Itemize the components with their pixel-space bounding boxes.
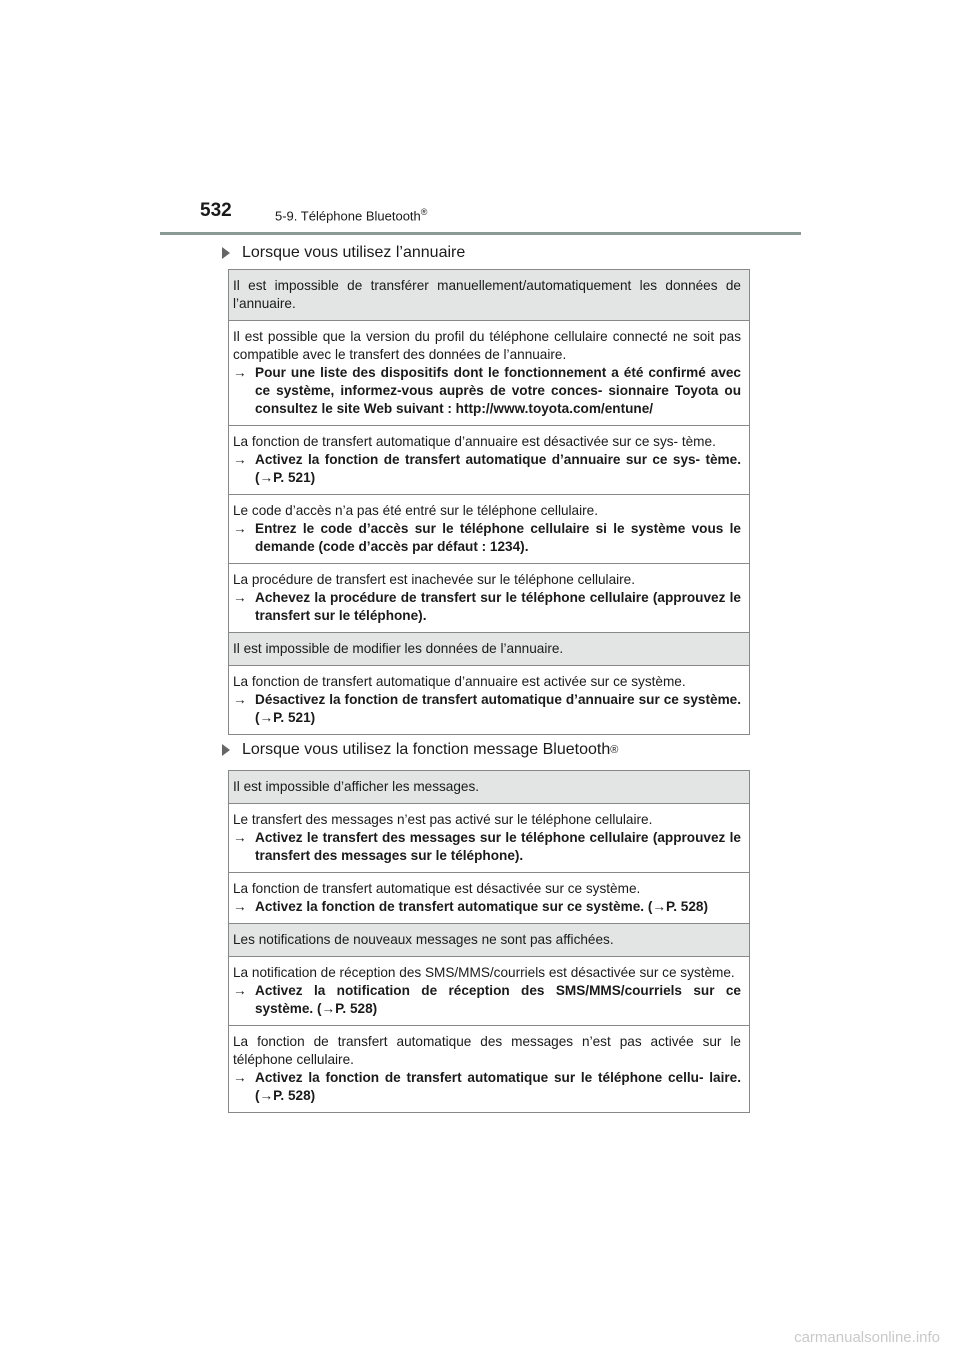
cause-row: [229, 1026, 749, 1112]
remedy: [233, 520, 741, 556]
symptom-row: [229, 924, 749, 957]
arrow-right-icon: →: [233, 899, 247, 914]
cause-text: Le code d’accès n’a pas été entré sur le téléphone cellulaire.: [233, 503, 599, 518]
remedy-text: Achevez la procédure de transfert sur le téléphone cellulaire (approuvez le transfert sur le téléphone).: [255, 590, 741, 623]
cause-text: La fonction de transfert automatique d’annuaire est désactivée sur ce sys- tème.: [233, 434, 716, 449]
cause-row: [229, 564, 749, 633]
symptom-row: [229, 633, 749, 666]
remedy: [233, 1069, 741, 1105]
cause-text: La notification de réception des SMS/MMS/courriels est désactivée sur ce système.: [233, 965, 735, 980]
troubleshooting-table-annuaire: [228, 269, 750, 735]
cause-text: La fonction de transfert automatique des messages n’est pas activée sur le téléphone cellulaire.: [233, 1034, 741, 1067]
cause-text: La fonction de transfert automatique est désactivée sur ce système.: [233, 881, 641, 896]
symptom-row: [229, 270, 749, 321]
triangle-bullet-icon: [222, 744, 230, 756]
cause-row: [229, 957, 749, 1026]
arrow-right-icon: →: [233, 983, 247, 998]
page-number: 532: [200, 200, 232, 221]
arrow-right-icon: →: [233, 1070, 247, 1085]
remedy-text: Pour une liste des dispositifs dont le fonctionnement a été confirmé avec ce système, informez-vous auprès de votre conces- sionnaire Toyota ou consultez le site Web suivant : http://www.toyota.com/entune/: [255, 365, 741, 416]
remedy: [233, 691, 741, 727]
remedy-text: Entrez le code d’accès sur le téléphone cellulaire si le système vous le demande (code d’accès par défaut : 1234).: [255, 521, 741, 554]
remedy-text: Activez la notification de réception des SMS/MMS/courriels sur ce système. (→P. 528): [255, 983, 741, 1016]
section-title: [275, 207, 427, 223]
remedy-text: Activez la fonction de transfert automatique d’annuaire sur ce sys- tème. (→P. 521): [255, 452, 741, 485]
cause-row: [229, 426, 749, 495]
cause-text: La fonction de transfert automatique d’annuaire est activée sur ce système.: [233, 674, 686, 689]
cause-row: [229, 873, 749, 924]
arrow-right-icon: →: [233, 521, 247, 536]
section-title-text: 5-9. Téléphone Bluetooth: [275, 208, 421, 224]
arrow-right-icon: →: [233, 830, 247, 845]
registered-mark: ®: [420, 207, 428, 217]
heading-text: Lorsque vous utilisez la fonction message Bluetooth: [242, 741, 611, 758]
heading-text: Lorsque vous utilisez l’annuaire: [242, 244, 466, 261]
remedy-text: Activez la fonction de transfert automatique sur le téléphone cellu- laire. (→P. 528): [255, 1070, 741, 1103]
remedy-text: Activez le transfert des messages sur le téléphone cellulaire (approuvez le transfert des messages sur le téléphone).: [255, 830, 741, 863]
cause-text: Le transfert des messages n’est pas activé sur le téléphone cellulaire.: [233, 812, 653, 827]
remedy-text: Désactivez la fonction de transfert automatique d’annuaire sur ce système. (→P. 521): [255, 692, 741, 725]
arrow-right-icon: →: [233, 590, 247, 605]
cause-text: Il est possible que la version du profil du téléphone cellulaire connecté ne soit pas compatible avec le transfert des données de l’annuaire.: [233, 329, 741, 362]
symptom-text: Il est impossible d’afficher les messages.: [233, 779, 480, 794]
symptom-text: Il est impossible de modifier les données de l’annuaire.: [233, 641, 564, 656]
symptom-text: Les notifications de nouveaux messages ne sont pas affichées.: [233, 932, 614, 947]
cause-row: [229, 495, 749, 564]
remedy: [233, 364, 741, 418]
arrow-right-icon: →: [233, 692, 247, 707]
remedy: [233, 589, 741, 625]
remedy: [233, 898, 741, 916]
header-rule: [160, 232, 801, 235]
arrow-right-icon: →: [233, 452, 247, 467]
remedy: [233, 829, 741, 865]
section-heading-annuaire: [222, 244, 465, 262]
arrow-right-icon: →: [233, 365, 247, 380]
remedy: [233, 982, 741, 1018]
triangle-bullet-icon: [222, 247, 230, 259]
troubleshooting-table-messages: [228, 770, 750, 1113]
remedy-text: Activez la fonction de transfert automatique sur ce système. (→P. 528): [255, 899, 709, 914]
remedy: [233, 451, 741, 487]
cause-row: [229, 804, 749, 873]
cause-row: [229, 321, 749, 426]
symptom-text: Il est impossible de transférer manuellement/automatiquement les données de l’annuaire.: [233, 278, 741, 311]
watermark: carmanualsonline.info: [794, 1329, 940, 1346]
symptom-row: [229, 771, 749, 804]
cause-text: La procédure de transfert est inachevée sur le téléphone cellulaire.: [233, 572, 636, 587]
section-heading-messages: [222, 741, 618, 759]
cause-row: [229, 666, 749, 734]
registered-mark: ®: [610, 744, 619, 756]
